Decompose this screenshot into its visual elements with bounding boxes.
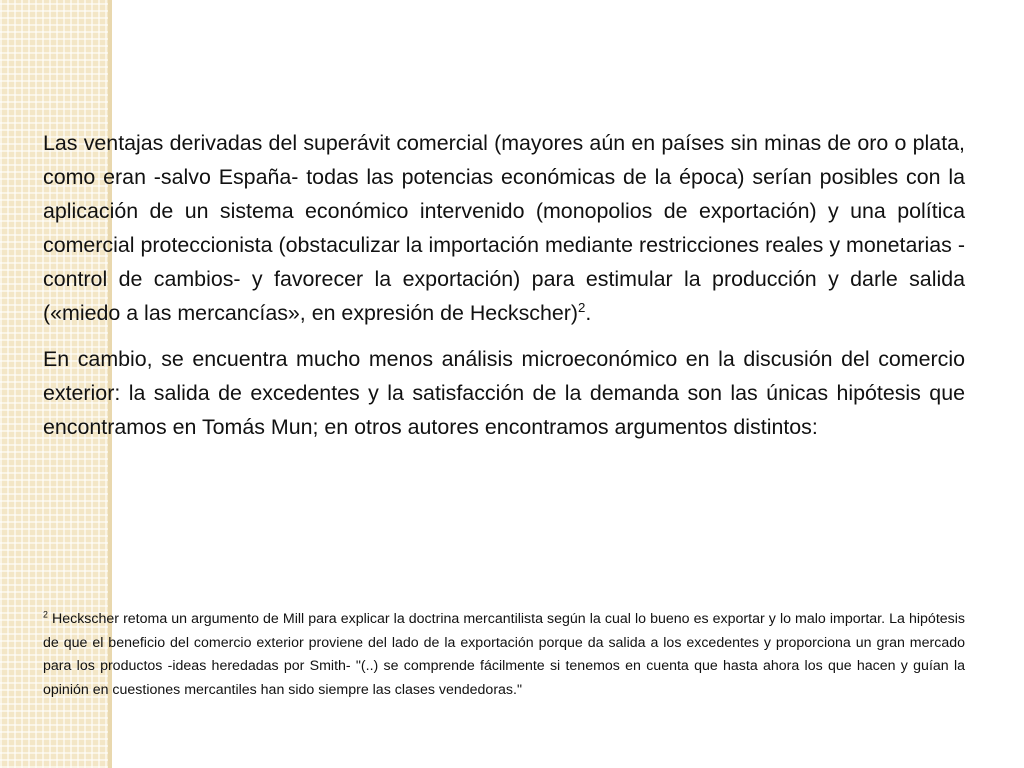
slide-body [43, 126, 965, 456]
footnote-reference: 2 [578, 299, 586, 315]
footnote-text: Heckscher retoma un argumento de Mill para explicar la doctrina mercantilista según la cual lo bueno es exportar y lo malo importar. La hipótesis de que el beneficio del comercio exterior proviene del lado de la exportación porque da salida a los excedentes y proporciona un gran mercado para los productos -ideas heredadas por Smith- "(..) se comprende fácilmente si tenemos en cuenta que hasta ahora los que hacen y guían la opinión en cuestiones mercantiles han sido siempre las clases vendedoras." [43, 611, 965, 698]
paragraph-foreign-trade: En cambio, se encuentra mucho menos análisis microeconómico en la discusión del comercio exterior: la salida de excedentes y la satisfacción de la demanda son las únicas hipótesis que encontramos en Tomás Mun; en otros autores encontramos argumentos distintos: [43, 347, 965, 439]
footnote [43, 608, 965, 702]
footnote-number: 2 [43, 609, 48, 620]
paragraph-mercantilism [43, 126, 965, 330]
paragraph-1-end: . [585, 301, 592, 325]
paragraph-1-text: Las ventajas derivadas del superávit comercial (mayores aún en países sin minas de oro o plata, como eran -salvo España- todas las potencias económicas de la época) serían posibles con la aplicación de un sistema económico intervenido (monopolios de exportación) y una política comercial proteccionista (obstaculizar la importación mediante restricciones reales y monetarias -control de cambios- y favorecer la exportación) para estimular la producción y darle salida («miedo a las mercancías», en expresión de Heckscher) [43, 131, 965, 325]
